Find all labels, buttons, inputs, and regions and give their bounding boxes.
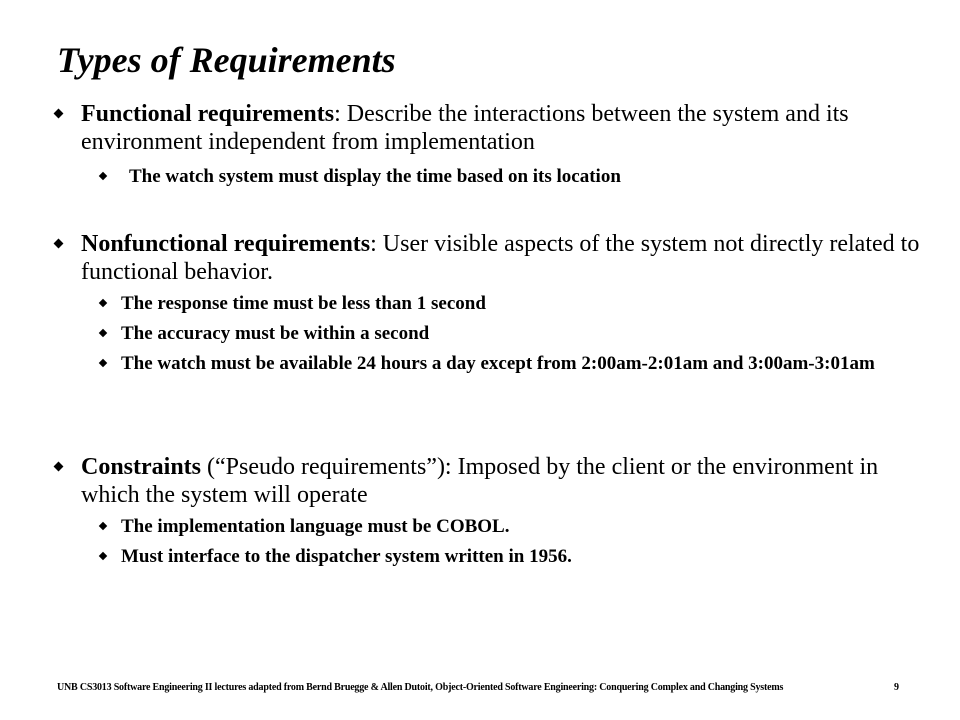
diamond-bullet-icon	[99, 552, 107, 560]
nonfunctional-sub-1	[48, 294, 928, 314]
page-number: 9	[894, 682, 899, 693]
functional-term: Functional requirements	[81, 101, 335, 127]
bullet-constraints	[48, 453, 928, 509]
nonfunctional-sub-2	[48, 324, 928, 344]
diamond-bullet-icon	[99, 359, 107, 367]
sub-item-text: The watch system must display the time based on its location	[129, 166, 621, 187]
sub-item-text: Must interface to the dispatcher system written in 1956.	[121, 546, 572, 567]
nonfunctional-term: Nonfunctional requirements	[81, 231, 371, 257]
slide-footer: UNB CS3013 Software Engineering II lectures adapted from Bernd Bruegge & Allen Dutoit, Object-Oriented Software Engineering: Conquering Complex and Changing Systems	[57, 682, 784, 693]
constraints-section	[48, 453, 928, 567]
nonfunctional-sub-3	[48, 354, 941, 374]
diamond-bullet-icon	[99, 172, 107, 180]
nonfunctional-section	[48, 230, 928, 374]
sub-item-text: The watch must be available 24 hours a day except from 2:00am-2:01am and 3:00am-3:01am	[121, 353, 875, 374]
diamond-bullet-icon	[54, 239, 64, 249]
diamond-bullet-icon	[54, 109, 64, 119]
bullet-nonfunctional	[48, 230, 928, 286]
functional-sub-1	[48, 167, 928, 187]
bullet-functional	[48, 100, 928, 156]
constraints-sub-2	[48, 547, 928, 567]
sub-item-text: The implementation language must be COBOL.	[121, 516, 510, 537]
diamond-bullet-icon	[99, 299, 107, 307]
constraints-term: Constraints	[81, 454, 202, 480]
slide-title: Types of Requirements	[57, 40, 396, 80]
diamond-bullet-icon	[54, 462, 64, 472]
functional-text: : Describe the interactions between the system and its environment independent from implementation	[81, 101, 849, 155]
sub-item-text: The response time must be less than 1 second	[121, 293, 486, 314]
diamond-bullet-icon	[99, 329, 107, 337]
functional-section	[48, 100, 928, 187]
constraints-text: (“Pseudo requirements”): Imposed by the client or the environment in which the system will operate	[81, 454, 879, 508]
nonfunctional-text: : User visible aspects of the system not directly related to functional behavior.	[81, 231, 920, 285]
diamond-bullet-icon	[99, 522, 107, 530]
constraints-sub-1	[48, 517, 928, 537]
sub-item-text: The accuracy must be within a second	[121, 323, 430, 344]
